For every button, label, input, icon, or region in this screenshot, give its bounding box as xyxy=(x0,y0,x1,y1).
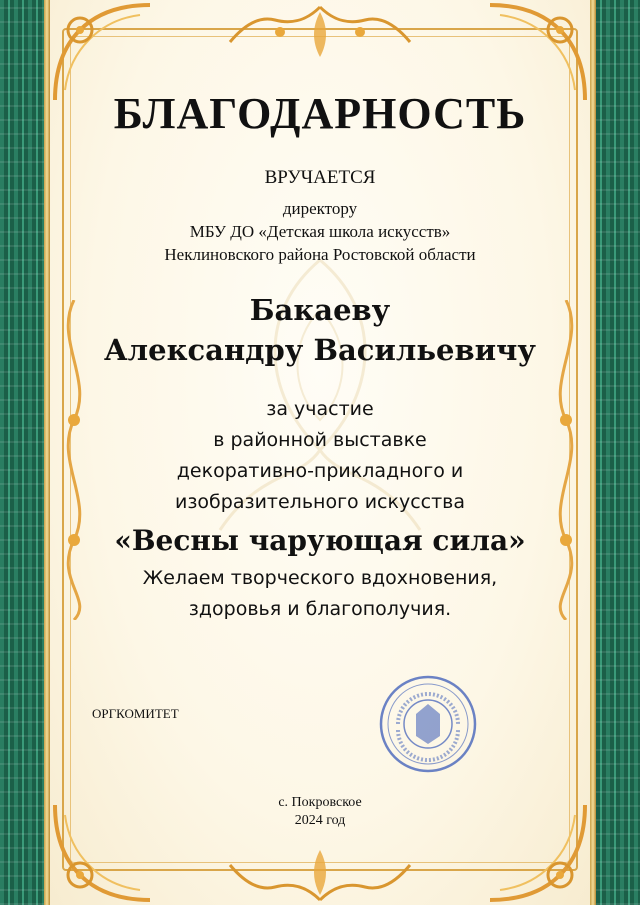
bottom-ornament-icon xyxy=(220,845,420,905)
wish-line: Желаем творческого вдохновения, xyxy=(142,567,498,589)
year-label: 2024 год xyxy=(294,813,346,828)
recipient-name: Александру Васильевичу xyxy=(104,333,536,367)
reason-line: за участие xyxy=(266,398,374,420)
recipient-surname: Бакаеву xyxy=(249,293,391,327)
left-ornamental-band xyxy=(0,0,48,905)
bottom-right-corner-ornament-icon xyxy=(480,795,590,905)
reason-line: в районной выставке xyxy=(213,429,427,451)
awarded-label: ВРУЧАЕТСЯ xyxy=(264,167,376,188)
position-line: Неклиновского района Ростовской области xyxy=(164,245,476,264)
reason-line: изобразительного искусства xyxy=(174,491,466,513)
certificate-title: БЛАГОДАРНОСТЬ xyxy=(113,89,527,138)
organizer-label: ОРГКОМИТЕТ xyxy=(92,706,179,721)
position-line: директору xyxy=(282,199,358,218)
wish-line: здоровья и благополучия. xyxy=(188,598,452,620)
top-ornament-icon xyxy=(220,2,420,62)
official-seal-icon xyxy=(378,674,478,774)
reason-line: декоративно-прикладного и xyxy=(176,460,464,482)
bottom-left-corner-ornament-icon xyxy=(50,795,160,905)
right-ornamental-band xyxy=(592,0,640,905)
position-line: МБУ ДО «Детская школа искусств» xyxy=(189,222,451,241)
right-gold-edge xyxy=(590,0,596,905)
place-label: с. Покровское xyxy=(278,795,362,810)
exhibition-name: «Весны чарующая сила» xyxy=(114,524,526,557)
